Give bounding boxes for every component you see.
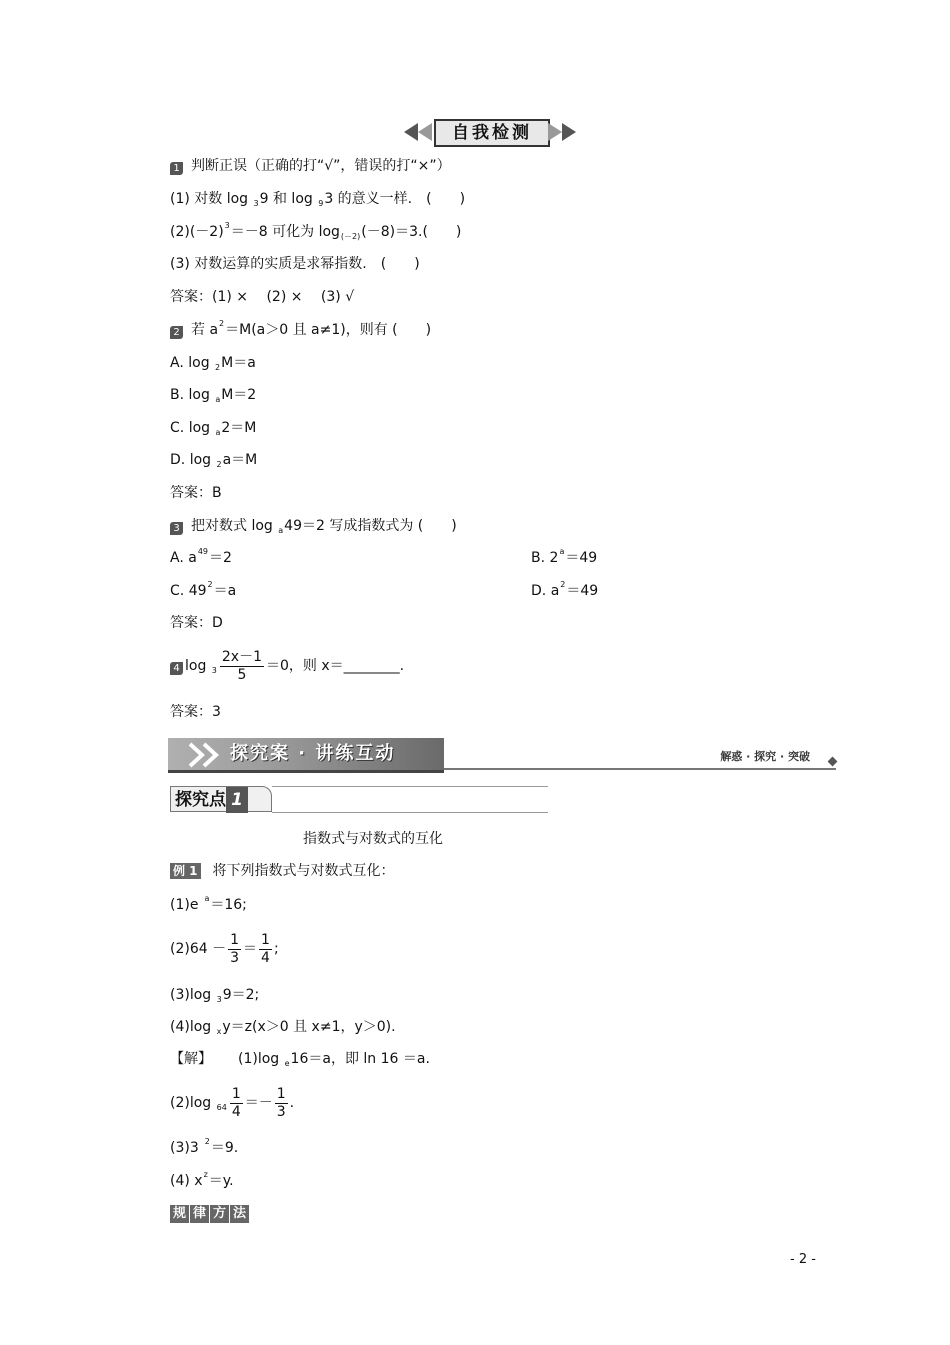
method-label: 规 律 方 法 (170, 1204, 250, 1223)
self-check-title: 自我检测 (434, 119, 550, 147)
q2-option-d: D. log $_2$a＝M (170, 452, 258, 469)
fraction: $\frac{2x-1}{5}$ (221, 648, 262, 683)
q3-stem: 3 把对数式 log $_a$49＝2 写成指数式为 ( ) (170, 517, 457, 537)
q1-item-2: $(2)(-2)^3=-8$ 可化为 $\log_{(-2)}(-8)=3$.( ) (170, 221, 462, 241)
q2-option-a: A. log $_2$M＝a (170, 355, 256, 372)
solution-item-1: 【解】 (1)log $_e$16＝a，即 ln 16 ＝a. (170, 1051, 430, 1068)
example-item-2: (2)64 － $\frac{1}{3}$ ＝ $\frac{1}{4}$ ; (170, 931, 279, 966)
question-number-badge: 3 (170, 522, 183, 535)
question-number-badge: 4 (170, 662, 183, 675)
explore-point-header (170, 786, 548, 816)
q1-answer: 答案：(1) × (2) × (3) √ (170, 289, 355, 305)
q2-stem: 2 若 $a^2=M(a>0$ 且 a≠1)，则有 ( ) (170, 321, 431, 341)
topic-title: 指数式与对数式的互化 (303, 831, 443, 847)
diamond-icon (828, 757, 838, 767)
solution-item-2: (2)log $_{64}$ $\frac{1}{4}$ ＝－ $\frac{1}{3}$ . (170, 1085, 295, 1120)
example-item-3: (3)log $_3$9＝2; (170, 987, 260, 1004)
q4-answer: 答案：3 (170, 704, 221, 720)
q2-option-b: B. log $_a$M＝2 (170, 387, 257, 404)
solution-item-3: (3)3 $^2$＝9. (170, 1137, 239, 1156)
self-check-banner (404, 117, 576, 147)
explore-point-label: 探究点 (175, 790, 226, 810)
example-item-1: (1)e $^a$＝16; (170, 894, 247, 913)
q2-option-c: C. log $_a$2＝M (170, 420, 257, 437)
double-chevron-icon (186, 742, 226, 768)
section-subtitle: 解惑 · 探究 · 突破 (720, 750, 810, 763)
example-label: 例 1 (170, 863, 201, 879)
solution-label: 【解】 (170, 1051, 212, 1067)
page-number: - 2 - (790, 1252, 816, 1267)
chevron-right-icon (548, 123, 562, 141)
chevron-left-icon (418, 123, 432, 141)
section-title: 探究案 · 讲练互动 (230, 743, 396, 764)
chevron-left-icon (404, 123, 418, 141)
q4-stem: 4 log $_3$ $\frac{2x-1}{5}$ ＝0，则 x＝________. (170, 646, 404, 688)
q3-answer: 答案：D (170, 615, 223, 631)
q3-option-b: B. $2^a=49$ (531, 547, 598, 566)
question-number-badge: 1 (170, 162, 183, 175)
example-stem: 例 1 将下列指数式与对数式互化： (170, 862, 395, 880)
q1-item-3: (3) 对数运算的实质是求幂指数. ( ) (170, 256, 420, 272)
q2-answer: 答案：B (170, 485, 222, 501)
q3-option-a: A. $a^{49}=2$ (170, 547, 232, 566)
section-banner (168, 734, 836, 774)
question-number-badge: 2 (170, 326, 183, 339)
solution-item-4: (4) $x^z=y$. (170, 1170, 234, 1189)
q1-item-1: (1) 对数 log $_3$9 和 log $_9$3 的意义一样. ( ) (170, 191, 466, 208)
q1-stem: 1 判断正误（正确的打“√”，错误的打“×”） (170, 157, 451, 175)
example-item-4: (4)log $_x$y＝z(x＞0 且 x≠1，y＞0). (170, 1019, 396, 1036)
q3-option-c: C. $49^2=a$ (170, 580, 237, 599)
chevron-right-icon (562, 123, 576, 141)
q3-option-d: D. $a^2=49$ (531, 580, 599, 599)
explore-point-number: 1 (226, 787, 248, 813)
